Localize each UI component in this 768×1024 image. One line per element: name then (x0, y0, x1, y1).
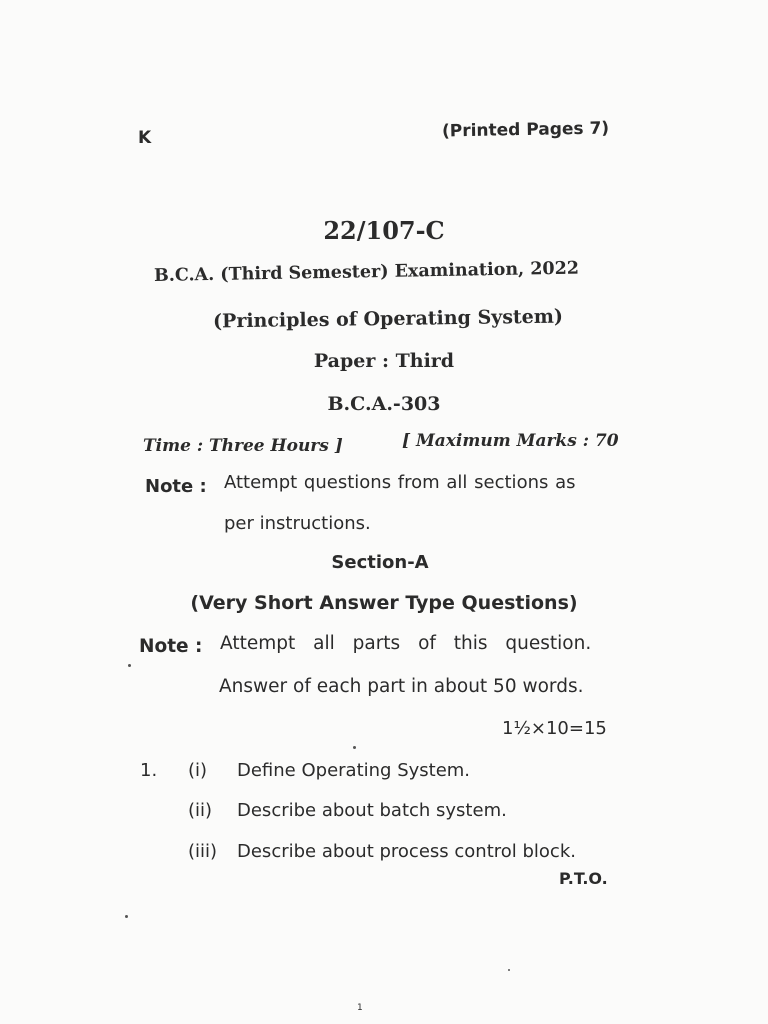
question-part-label: (ii) (188, 800, 213, 821)
section-note-label: Note : (139, 636, 203, 657)
subject-title: (Principles of Operating System) (212, 305, 564, 333)
question-part-text: Describe about batch system. (237, 800, 507, 821)
question-part-text: Define Operating System. (237, 760, 471, 781)
section-marks: 1½×10=15 (502, 718, 607, 739)
scan-speck (125, 915, 128, 918)
question-part-text: Describe about process control block. (237, 841, 576, 862)
page-number: 1 (357, 1003, 363, 1013)
general-note-line-2: per instructions. (224, 513, 371, 534)
maximum-marks: [ Maximum Marks : 70 (402, 431, 619, 451)
section-a-heading: Section-A (331, 552, 429, 573)
section-a-subheading: (Very Short Answer Type Questions) (190, 592, 578, 614)
scan-speck (508, 969, 510, 971)
paper-code: 22/107-C (323, 216, 445, 245)
paper-code-letter: K (138, 128, 152, 148)
question-number: 1. (140, 760, 158, 781)
course-code: B.C.A.-303 (327, 393, 441, 415)
section-note-line-2: Answer of each part in about 50 words. (219, 676, 584, 697)
question-part-label: (iii) (188, 841, 218, 862)
scan-speck (128, 664, 131, 667)
general-note-line-1: Attempt questions from all sections as (224, 472, 576, 493)
section-note-line-1: Attempt all parts of this question. (220, 633, 592, 654)
printed-pages: (Printed Pages 7) (441, 118, 610, 142)
general-note-label: Note : (145, 476, 207, 497)
examination-title: B.C.A. (Third Semester) Examination, 2022 (153, 258, 580, 286)
scan-speck (353, 746, 356, 749)
please-turn-over: P.T.O. (559, 869, 608, 888)
time-allowed: Time : Three Hours ] (143, 436, 343, 456)
question-part-label: (i) (188, 760, 208, 781)
paper-number: Paper : Third (313, 350, 455, 372)
